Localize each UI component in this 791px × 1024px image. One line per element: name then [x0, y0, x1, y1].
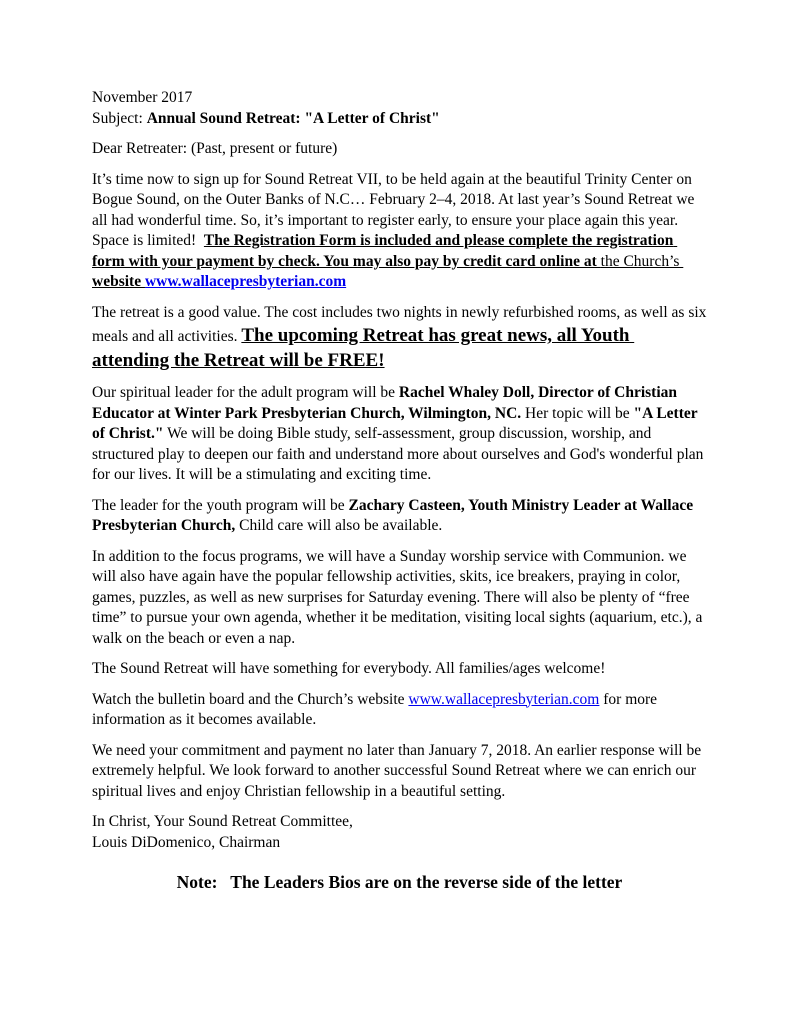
paragraph-website	[92, 690, 707, 731]
paragraph-adult-leader	[92, 383, 707, 486]
paragraph-youth-leader	[92, 496, 707, 537]
text-run: Our spiritual leader for the adult program will be	[92, 384, 399, 401]
text-run: the Church’s	[600, 252, 684, 270]
note-line	[92, 871, 707, 893]
text-run: Annual Sound Retreat: "A Letter of Christ"	[146, 109, 440, 127]
text-run: November 2017	[92, 89, 193, 106]
text-run: Rachel Whaley Doll, Director of Christian Educator at Winter Park Presbyterian Church, Wilmington, NC.	[92, 384, 681, 422]
text-run: The Registration Form is included and please complete the registration form with your payment by check. You may also pay by credit card online at	[92, 232, 678, 270]
text-run: The Sound Retreat will have something for everybody. All families/ages welcome!	[92, 660, 606, 677]
closing-block	[92, 812, 707, 853]
website-link[interactable]: www.wallacepresbyterian.com	[144, 273, 347, 290]
text-run: The upcoming Retreat has great news, all Youth attending the Retreat will be FREE!	[92, 325, 635, 371]
paragraph-activities	[92, 547, 707, 650]
paragraph-everybody	[92, 659, 707, 680]
text-run: Dear Retreater: (Past, present or future)	[92, 140, 338, 157]
paragraph-deadline	[92, 741, 707, 803]
salutation	[92, 139, 707, 160]
text-run: for more information as it becomes available.	[92, 690, 661, 728]
paragraph-value	[92, 303, 711, 374]
text-run: Subject:	[92, 109, 147, 127]
text-run: Child care will also be available.	[235, 517, 443, 534]
text-run: The retreat is a good value. The cost includes two nights in newly refurbished rooms, as well as six meals and all activities.	[92, 303, 711, 345]
paragraph-signup	[92, 170, 707, 293]
website-link[interactable]: www.wallacepresbyterian.com	[408, 690, 600, 708]
text-run: We will be doing Bible study, self-assessment, group discussion, worship, and structured play to deepen our faith and understand more about ourselves and God's wonderful plan for our lives. It will be a stimulating and exciting time.	[92, 425, 708, 483]
text-run: "A Letter of Christ."	[92, 404, 702, 442]
text-run: website	[92, 273, 145, 290]
text-run: Zachary Casteen, Youth Ministry Leader at Wallace Presbyterian Church,	[92, 496, 697, 534]
text-run: It’s time now to sign up for Sound Retreat VII, to be held again at the beautiful Trinity Center on Bogue Sound, on the Outer Banks of N.C… February 2–4, 2018. At last year’s Sound Retreat we all had wonderful time. So, it’s important to register early, to ensure your place again this year. Space is limited!	[92, 170, 699, 249]
text-run: In Christ, Your Sound Retreat Committee,	[92, 813, 353, 830]
text-run: Note: The Leaders Bios are on the reverse side of the letter	[176, 872, 623, 892]
text-run: In addition to the focus programs, we will have a Sunday worship service with Communion. we will also have again have the popular fellowship activities, skits, ice breakers, praying in color, games, puzzles, as well as new surprises for Saturday evening. There will also be plenty of “free time” to pursue your own agenda, whether it be meditation, visiting local sights (aquarium, etc.), a walk on the beach or even a nap.	[92, 547, 707, 647]
text-run: Watch the bulletin board and the Church’s website	[92, 690, 409, 708]
date-subject-block	[92, 88, 707, 129]
text-run: Her topic will be	[521, 404, 634, 422]
text-run: We need your commitment and payment no later than January 7, 2018. An earlier response will be extremely helpful. We look forward to another successful Sound Retreat where we can enrich our spiritual lives and enjoy Christian fellowship in a beautiful setting.	[92, 741, 705, 800]
text-run: Louis DiDomenico, Chairman	[92, 833, 281, 851]
text-run: The leader for the youth program will be	[92, 496, 349, 514]
